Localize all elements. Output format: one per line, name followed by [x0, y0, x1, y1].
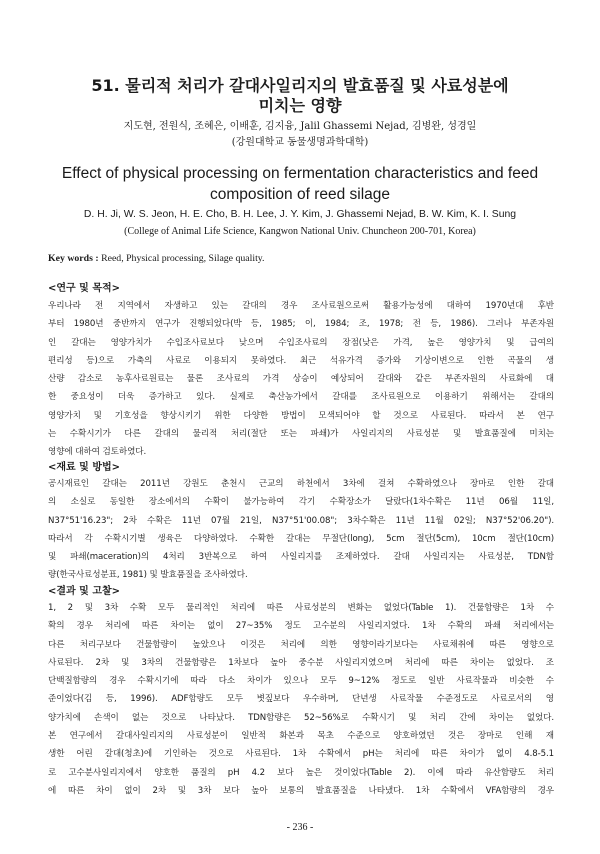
- english-authors: D. H. Ji, W. S. Jeon, H. E. Cho, B. H. Lee, J. Y. Kim, J. Ghassemi Nejad, B. W. Kim, K. I. Sung: [83, 209, 517, 220]
- body-line: 인 갈대는 영양가치가 수입조사료보다 낮으며 수입조사료의 장점(낮은 가격, 높은 영양가치 및 급여의: [48, 337, 554, 348]
- english-title-line-1: Effect of physical processing on fermentation characteristics and feed: [61, 165, 539, 182]
- body-line: 공시재료인 갈대는 2011년 강원도 춘천시 근교의 하천에서 3차에 걸쳐 수확하였으나 장마로 인한 갈대: [48, 479, 554, 489]
- section-body-results: [48, 599, 554, 800]
- korean-title-line-1: 51. 물리적 처리가 갈대사일리지의 발효품질 및 사료성분에: [91, 76, 509, 95]
- body-line: 본 연구에서 갈대사일리지의 사료성분이 일반적 화본과 목초 수준으로 양호하였던 것은 장마로 인해 재: [48, 731, 554, 742]
- body-line: 영향에 대하여 검토하였다.: [48, 447, 147, 458]
- body-line: 는 수확시기가 다른 갈대의 물리적 처리(절단 또는 파쇄)가 사일리지의 사료성분 및 발효품질에 미치는: [48, 429, 554, 440]
- body-line: 1, 2 및 3차 수확 모두 물리적인 처리에 따른 사료성분의 변화는 없었다(Table 1). 건물함량은 1차 수: [48, 603, 554, 613]
- body-line: 산량 감소로 농후사료원료는 물론 조사료의 가격 상승이 예상되어 갈대와 같은 부존자원의 사료화에 대: [48, 374, 554, 385]
- keywords: [48, 252, 558, 266]
- section-body-methods: [48, 475, 554, 585]
- korean-affiliation: (강원대학교 동물생명과학대학): [231, 137, 369, 148]
- body-line: 양가치에 손색이 없는 것으로 나타났다. TDN함량은 52~56%로 수확시기 및 처리 간에 차이는 없었다.: [48, 712, 554, 723]
- section-heading-methods: <재료 및 방법>: [48, 462, 121, 473]
- body-line: 편리성 등)으로 가축의 사료로 이용되지 못하였다. 최근 석유가격 증가와 기상이변으로 인한 곡물의 생: [48, 355, 554, 366]
- korean-authors: 지도현, 전원식, 조혜은, 이배훈, 김지융, Jalil Ghassemi Nejad, 김병완, 성경일: [123, 121, 477, 132]
- body-line: 로 고수분사일리지에서 양호한 품질의 pH 4.2 보다 높은 것이었다(Table 2). 이에 따라 유산함량도 처리: [48, 767, 554, 778]
- body-line: 준이었다(김 등, 1996). ADF함량도 모두 볏짚보다 우수하며, 단년생 사료작물 수준정도로 사료로서의 영: [48, 694, 554, 705]
- body-line: 한 중요성이 더욱 증가하고 있다. 실제로 축산농가에서 갈대를 조사료원으로 이용하기 위해서는 갈대의: [48, 392, 554, 403]
- body-line: 의 소실로 동일한 장소에서의 수확이 불가능하여 각기 수확장소가 달랐다(1차수확은 11년 06월 11일,: [48, 497, 554, 508]
- body-line: 부터 1980년 중반까지 연구가 진행되었다(박 등, 1985; 이, 1984; 조, 1978; 전 등, 1986). 그러나 부존자원: [48, 319, 554, 330]
- section-heading-results: <결과 및 고찰>: [48, 586, 121, 597]
- page-number: - 236 -: [286, 822, 314, 833]
- body-line: 영양가치 및 기호성을 향상시키기 위한 다양한 방법이 모색되어야 할 것으로 사료된다. 따라서 본 연구: [48, 410, 554, 421]
- body-line: 사료된다. 2차 및 3차의 건물함량은 1차보다 높아 중수분 사일리지였으며 처리에 따른 차이는 없었다. 조: [48, 657, 554, 668]
- english-affiliation: (College of Animal Life Science, Kangwon National Univ. Chuncheon 200-701, Korea): [124, 226, 476, 237]
- body-line: 단백질함량의 경우 수확시기에 따라 다소 차이가 있으나 모두 9~12% 정도로 일반 사료작물과 비슷한 수: [48, 676, 554, 687]
- body-line: 및 파쇄(maceration)의 4처리 3반복으로 하여 사일리지를 조제하였다. 갈대 사일리지는 사료성분, TDN함: [48, 552, 554, 563]
- body-line: 량(한국사료성분표, 1981) 및 발효품질을 조사하였다.: [48, 570, 248, 581]
- section-heading-purpose: <연구 및 목적>: [48, 283, 121, 294]
- english-title-line-2: composition of reed silage: [209, 186, 391, 203]
- keywords-text: Reed, Physical processing, Silage quality.: [98, 253, 265, 264]
- keywords-label: Key words :: [48, 253, 99, 264]
- body-line: 우리나라 전 지역에서 자생하고 있는 갈대의 경우 조사료원으로써 활용가능성에 대하여 1970년대 후반: [48, 301, 554, 311]
- body-line: N37°51'16.23"; 2차 수확은 11년 07월 21일, N37°51'00.08"; 3차수확은 11년 11월 02일; N37°52'06.20").: [48, 515, 554, 526]
- body-line: 확의 경우 처리에 따른 차이는 없이 27~35% 정도 고수분의 사일리지였다. 1차 수확의 파쇄 처리에서는: [48, 621, 554, 632]
- section-body-purpose: [48, 297, 554, 462]
- body-line: 따라서 각 수확시기별 생육은 다양하였다. 수확한 갈대는 무절단(long), 5cm 절단(5cm), 10cm 절단(10cm): [48, 533, 554, 544]
- body-line: 생한 어린 갈대(청초)에 기인하는 것으로 사료된다. 1차 수확에서 pH는 처리에 따른 차이가 없이 4.8-5.1: [48, 749, 554, 760]
- body-line: 다른 처리구보다 건물함량이 높았으나 이것은 처리에 의한 영향이라기보다는 사료채취에 따른 영향으로: [48, 639, 554, 650]
- body-line: 에 따른 차이 없이 2차 및 3차 보다 높아 보통의 발효품질을 나타냈다. 1차 수확에서 VFA함량의 경우: [48, 785, 554, 796]
- korean-title-line-2: 미치는 영향: [258, 96, 342, 115]
